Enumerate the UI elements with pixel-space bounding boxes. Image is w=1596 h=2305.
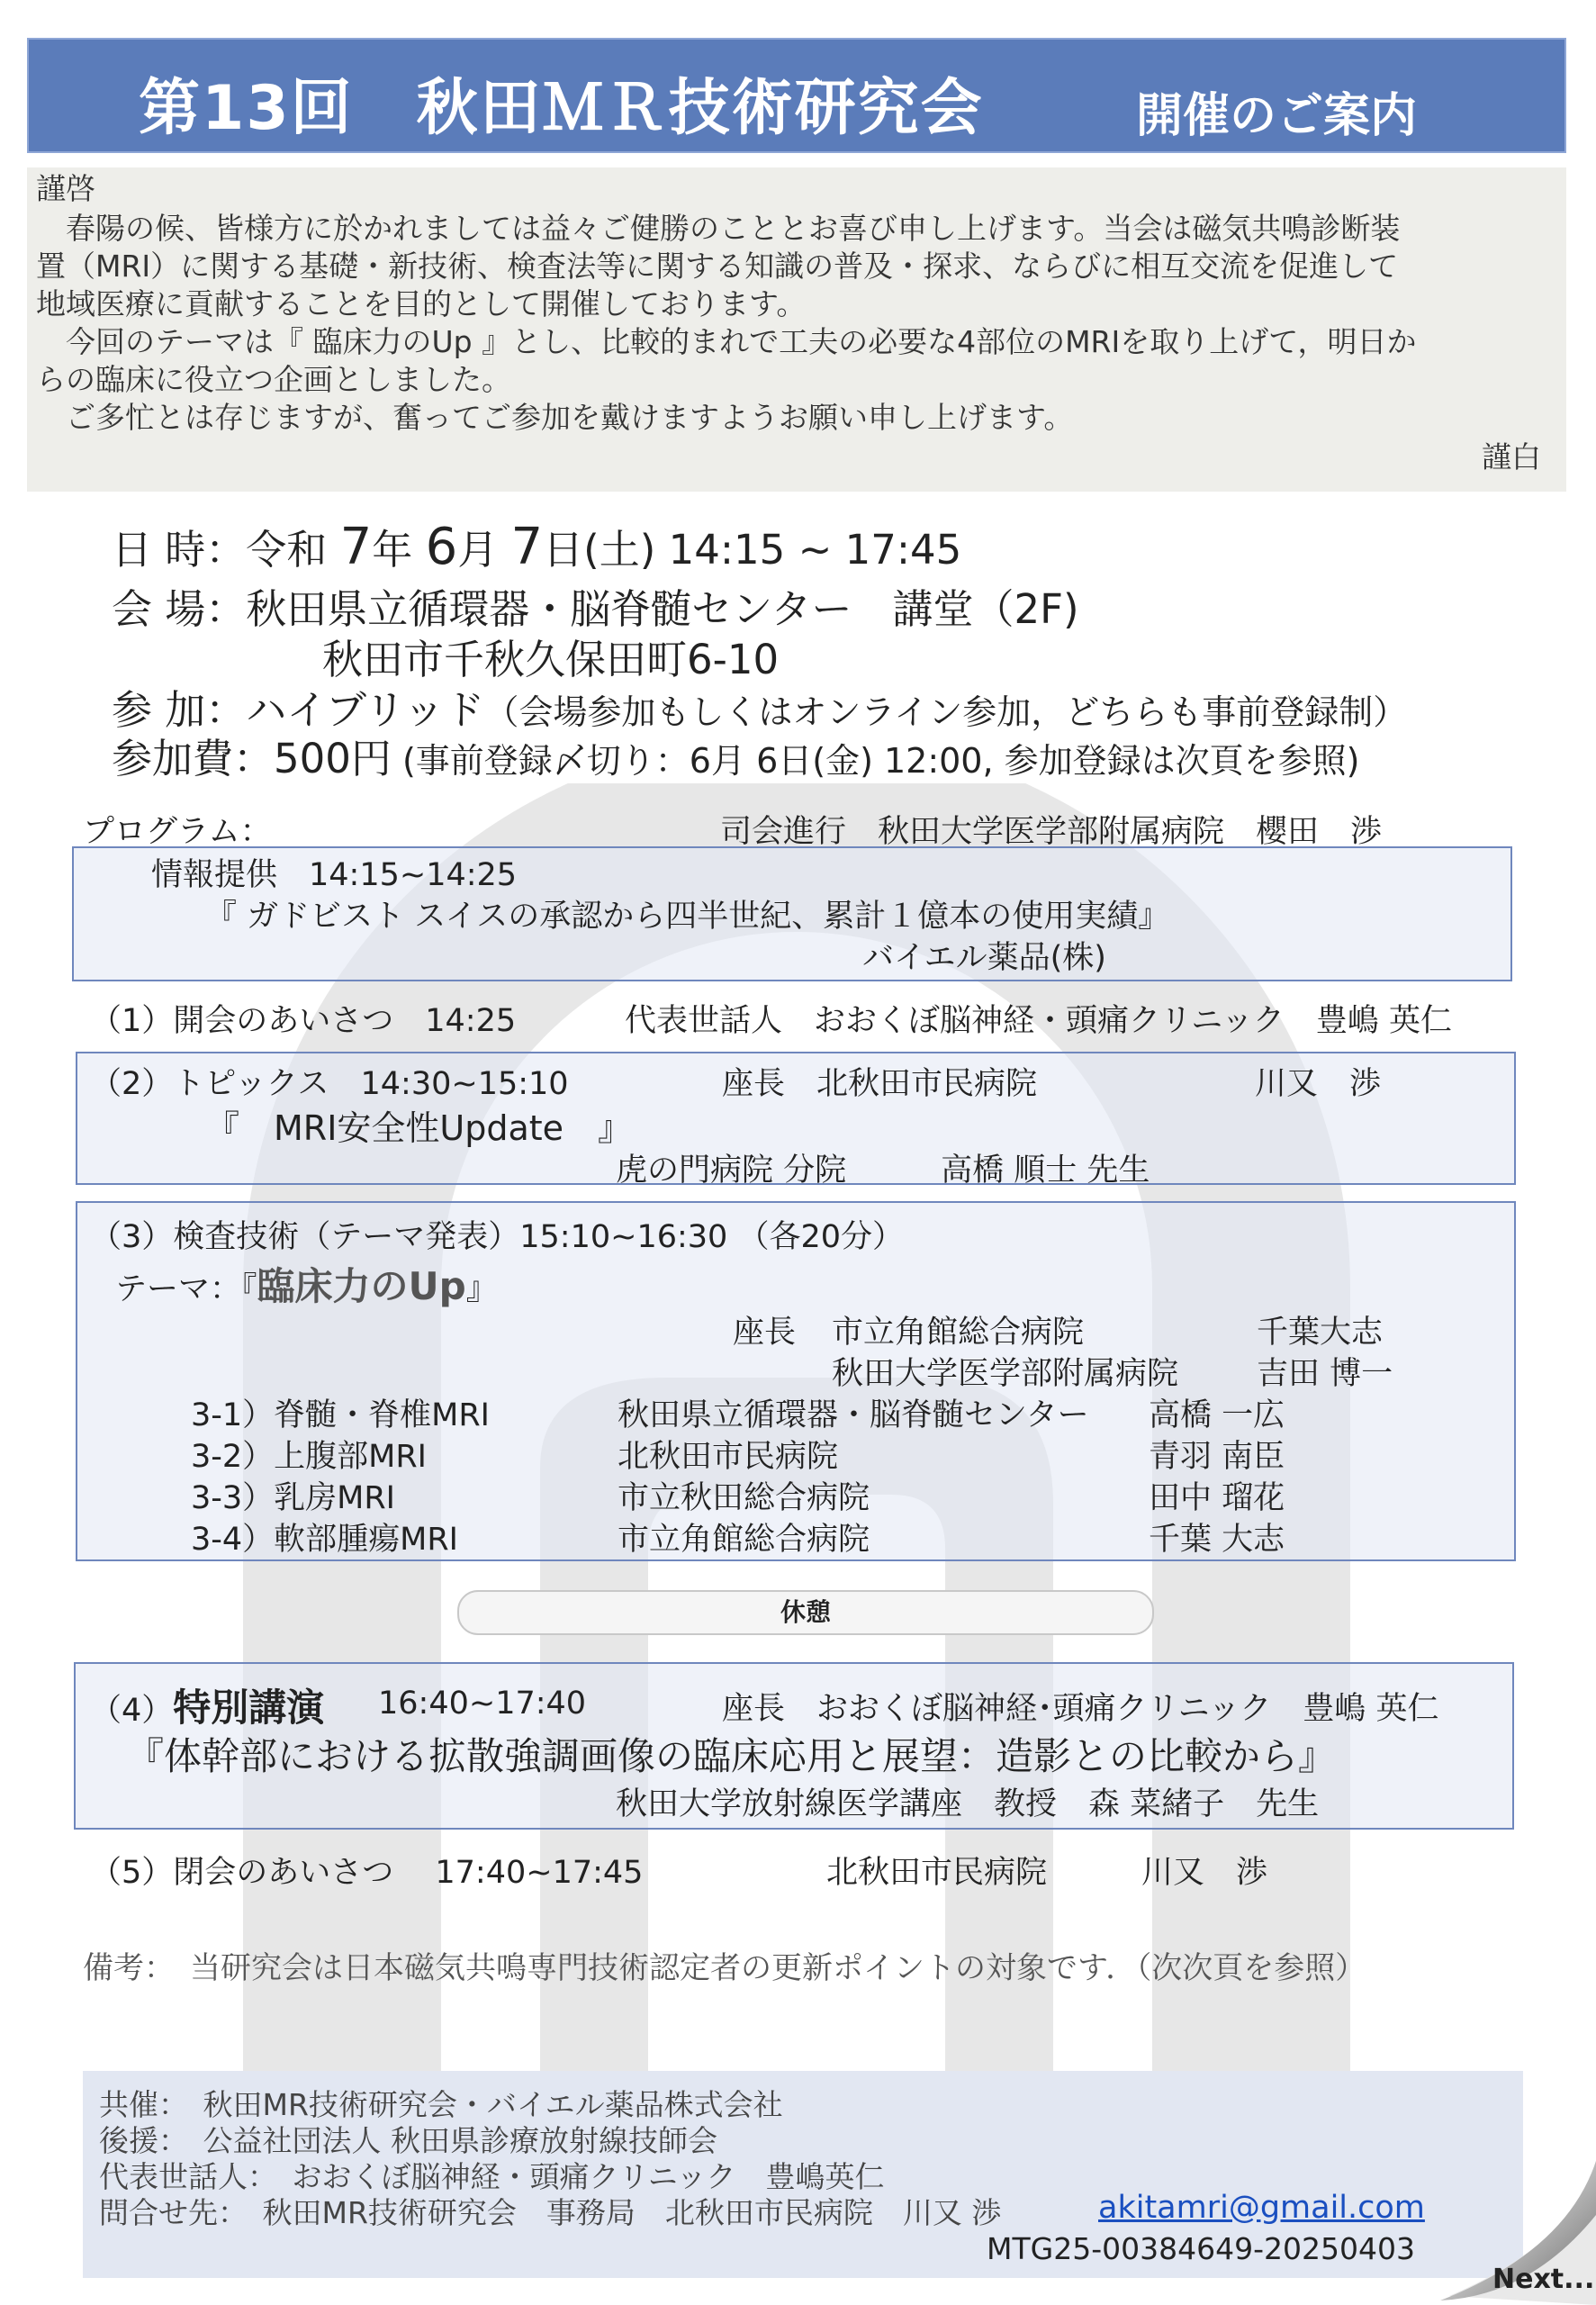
technique-item-title: 3-2）上腹部MRI [191, 1439, 428, 1475]
technique-chair2-org: 秋田大学医学部附属病院 [832, 1356, 1179, 1392]
info-address: 秋田市千秋久保田町6-10 [322, 636, 780, 683]
meeting-code: MTG25-00384649-20250403 [987, 2231, 1415, 2266]
contact-email-link[interactable]: akitamri@gmail.com [1098, 2190, 1425, 2226]
info-provision-talk: 『 ガドビスト スイスの承認から四半世紀、累計１億本の使用実績』 [205, 899, 1170, 935]
footer-representative: 代表世話人： おおくぼ脳神経・頭痛クリニック 豊嶋英仁 [99, 2159, 885, 2194]
special-lecture-talk: 『体幹部における拡散強調画像の臨床応用と展望：造影との比較から』 [126, 1734, 1337, 1778]
special-lecture-header: （4）特別講演 [90, 1686, 325, 1730]
greeting-section [27, 167, 1566, 492]
topics-chair-name: 川又 渉 [1255, 1066, 1382, 1102]
greeting-line: 春陽の候、皆様方に於かれましては益々ご健勝のこととお喜び申し上げます。当会は磁気共鳴診断装 [36, 211, 1401, 246]
opening-item: （1）開会のあいさつ 14:25 [90, 1003, 517, 1039]
info-provision-title: 情報提供 14:15~14:25 [151, 857, 518, 893]
greeting-opening: 謹啓 [36, 171, 95, 206]
greeting-line: ご多忙とは存じますが、奮ってご参加を戴けますようお願い申し上げます。 [36, 400, 1074, 435]
technique-chair1-org: 市立角館総合病院 [832, 1315, 1085, 1351]
closing-item: （5）閉会のあいさつ 17:40~17:45 [90, 1855, 644, 1891]
footer-support: 後援： 公益社団法人 秋田県診療放射線技師会 [99, 2123, 717, 2158]
technique-item-org: 秋田県立循環器・脳脊髄センター [618, 1397, 1089, 1433]
footer-cohost: 共催： 秋田MR技術研究会・バイエル薬品株式会社 [99, 2087, 783, 2122]
greeting-line: 置（MRI）に関する基礎・新技術、検査法等に関する知識の普及・探求、ならびに相互交流を促進して [36, 249, 1399, 284]
greeting-line: らの臨床に役立つ企画としました。 [36, 362, 511, 397]
technique-item-name: 高橋 一広 [1149, 1397, 1285, 1433]
technique-item-org: 市立秋田総合病院 [618, 1480, 870, 1516]
event-subtitle: 開催のご案内 [1136, 89, 1418, 143]
technique-chair1-name: 千葉大志 [1257, 1315, 1384, 1351]
event-title: 第13回 秋田ＭＲ技術研究会 [139, 73, 984, 144]
next-page-label[interactable]: Next... [1492, 2264, 1595, 2295]
technique-item-org: 市立角館総合病院 [618, 1522, 870, 1558]
theme-text: 臨床力のUp [257, 1264, 466, 1308]
technique-item-name: 青羽 南臣 [1149, 1439, 1285, 1475]
info-provision-sponsor: バイエル薬品(株) [862, 940, 1106, 976]
info-date: 日 時：令和 7年 6月 7日(土) 14:15 ~ 17:45 [112, 518, 962, 576]
topics-title: （2）トピックス 14:30~15:10 [90, 1066, 569, 1102]
special-lecture-time: 16:40~17:40 [378, 1686, 587, 1722]
header-banner [27, 38, 1566, 153]
topics-talk: 『 MRI安全性Update 』 [205, 1108, 633, 1148]
topics-chair: 座長 北秋田市民病院 [722, 1066, 1038, 1102]
special-lecture-speaker: 秋田大学放射線医学講座 教授 森 菜緒子 先生 [616, 1786, 1320, 1822]
special-lecture-title: 特別講演 [173, 1686, 325, 1730]
technique-item-name: 千葉 大志 [1149, 1522, 1285, 1558]
technique-title: （3）検査技術（テーマ発表）15:10~16:30 （各20分） [90, 1219, 904, 1255]
technique-item-title: 3-3）乳房MRI [191, 1480, 396, 1516]
technique-chair2-name: 吉田 博一 [1257, 1356, 1393, 1392]
info-venue: 会 場：秋田県立循環器・脳脊髄センター 講堂（2F) [112, 585, 1079, 633]
footer-contact: 問合せ先： 秋田MR技術研究会 事務局 北秋田市民病院 川又 渉 [99, 2195, 1002, 2230]
opening-speaker: 代表世話人 おおくぼ脳神経・頭痛クリニック 豊嶋 英仁 [625, 1003, 1453, 1039]
topics-speaker: 虎の門病院 分院 高橋 順士 先生 [616, 1152, 1150, 1189]
program-host: 司会進行 秋田大学医学部附属病院 櫻田 渉 [720, 814, 1383, 850]
closing-speaker: 北秋田市民病院 川又 渉 [826, 1855, 1268, 1891]
technique-theme: テーマ：『臨床力のUp』 [115, 1264, 498, 1308]
technique-item-org: 北秋田市民病院 [618, 1439, 839, 1475]
program-label: プログラム： [83, 814, 272, 850]
technique-chair-label: 座長 [733, 1315, 797, 1351]
special-lecture-chair: 座長 おおくぼ脳神経･頭痛クリニック 豊嶋 英仁 [722, 1691, 1439, 1727]
technique-item-title: 3-4）軟部腫瘍MRI [191, 1522, 459, 1558]
greeting-line: 地域医療に貢献することを目的として開催しております。 [36, 286, 807, 321]
info-participation: 参 加：ハイブリッド（会場参加もしくはオンライン参加，どちらも事前登録制） [112, 686, 1408, 734]
technique-item-name: 田中 瑠花 [1149, 1480, 1285, 1516]
greeting-line: 今回のテーマは『 臨床力のUp 』とし、比較的まれで工夫の必要な4部位のMRIを取り上げて，明日か [36, 324, 1417, 359]
greeting-closing: 謹白 [1482, 439, 1541, 475]
info-fee: 参加費：500円 (事前登録〆切り：6月 6日(金) 12:00, 参加登録は次頁を参照) [112, 735, 1360, 782]
technique-item-title: 3-1）脊髄・脊椎MRI [191, 1397, 491, 1433]
break-label: 休憩 [457, 1590, 1154, 1635]
note-text: 備考： 当研究会は日本磁気共鳴専門技術認定者の更新ポイントの対象です．（次次頁を参照） [83, 1950, 1366, 1986]
